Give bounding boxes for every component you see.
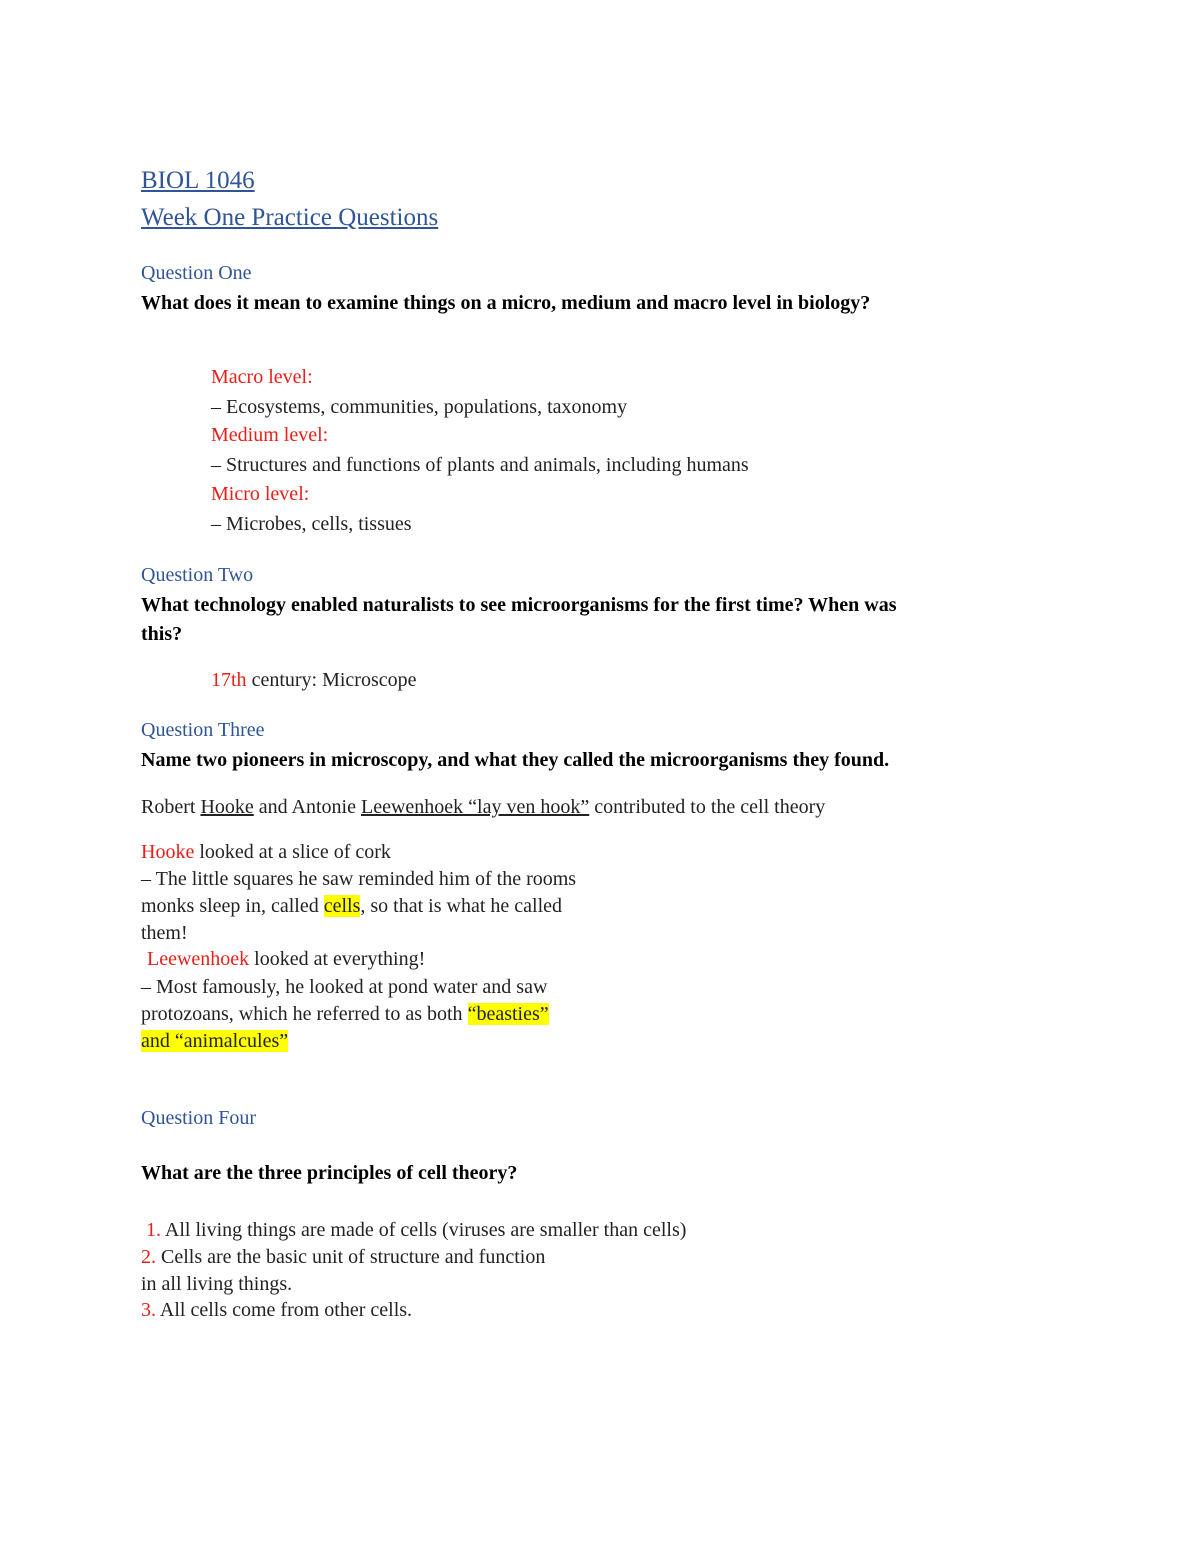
principle-1-number: 1. (146, 1219, 161, 1241)
principle-2 (141, 1244, 545, 1271)
pioneers-rest: contributed to the cell theory (589, 796, 826, 818)
principle-1 (146, 1217, 686, 1244)
pioneers-robert: Robert (141, 796, 201, 818)
hooke-line-3 (141, 893, 562, 920)
question-two-text-line2: this? (141, 623, 183, 645)
question-two-heading: Question Two (141, 564, 254, 586)
micro-level-text: – Microbes, cells, tissues (211, 513, 412, 535)
leeu-rest: looked at everything! (249, 948, 426, 970)
question-three-heading: Question Three (141, 719, 265, 741)
question-one-text: What does it mean to examine things on a micro, medium and macro level in biology? (141, 292, 871, 314)
medium-level-label: Medium level: (211, 424, 329, 446)
hooke-line3a: monks sleep in, called (141, 895, 324, 917)
macro-level-text: – Ecosystems, communities, populations, taxonomy (211, 396, 628, 418)
answer-text: century: Microscope (246, 669, 417, 691)
pioneers-and-antonie: and Antonie (253, 796, 361, 818)
question-four-text: What are the three principles of cell theory? (141, 1162, 518, 1184)
pioneers-hooke: Hooke (200, 796, 254, 818)
medium-level-text: – Structures and functions of plants and animals, including humans (211, 454, 749, 476)
course-title: BIOL 1046 (141, 167, 255, 194)
principle-3-text: All cells come from other cells. (156, 1299, 413, 1321)
principle-3 (141, 1297, 412, 1324)
question-three-text: Name two pioneers in microscopy, and what they called the microorganisms they found. (141, 749, 890, 771)
principle-3-number: 3. (141, 1299, 156, 1321)
principle-2-text: Cells are the basic unit of structure and function (156, 1246, 546, 1268)
macro-level-label: Macro level: (211, 366, 313, 388)
principle-1-text: All living things are made of cells (viruses are smaller than cells) (161, 1219, 687, 1241)
leeu-line-3 (141, 1001, 549, 1028)
leeu-line-4 (141, 1028, 288, 1055)
leeu-animalcules-highlight: and “animalcules” (141, 1030, 289, 1052)
pioneers-line (141, 794, 825, 821)
hooke-line3b: , so that is what he called (360, 895, 563, 917)
hooke-cells-highlight: cells (323, 895, 361, 917)
leeu-line-1 (147, 946, 425, 973)
hooke-line-1 (141, 839, 391, 866)
leeu-line3a: protozoans, which he referred to as both (141, 1003, 468, 1025)
question-four-heading: Question Four (141, 1107, 256, 1129)
century-number: 17th (211, 669, 247, 691)
pioneers-leeuwenhoek: Leewenhoek “lay ven hook” (360, 796, 590, 818)
question-two-answer (211, 667, 417, 694)
leeu-name: Leewenhoek (147, 948, 250, 970)
hooke-line-4: them! (141, 922, 188, 944)
principle-2-continued: in all living things. (141, 1273, 293, 1295)
page-title: Week One Practice Questions (141, 204, 439, 231)
micro-level-label: Micro level: (211, 483, 310, 505)
leeu-beasties-highlight: “beasties” (467, 1003, 549, 1025)
hooke-line-2: – The little squares he saw reminded him of the rooms (141, 868, 577, 890)
question-one-heading: Question One (141, 262, 252, 284)
leeu-line-2: – Most famously, he looked at pond water and saw (141, 976, 548, 998)
question-two-text-line1: What technology enabled naturalists to see microorganisms for the first time? When was (141, 594, 897, 616)
hooke-name: Hooke (141, 841, 195, 863)
hooke-rest: looked at a slice of cork (194, 841, 391, 863)
principle-2-number: 2. (141, 1246, 156, 1268)
